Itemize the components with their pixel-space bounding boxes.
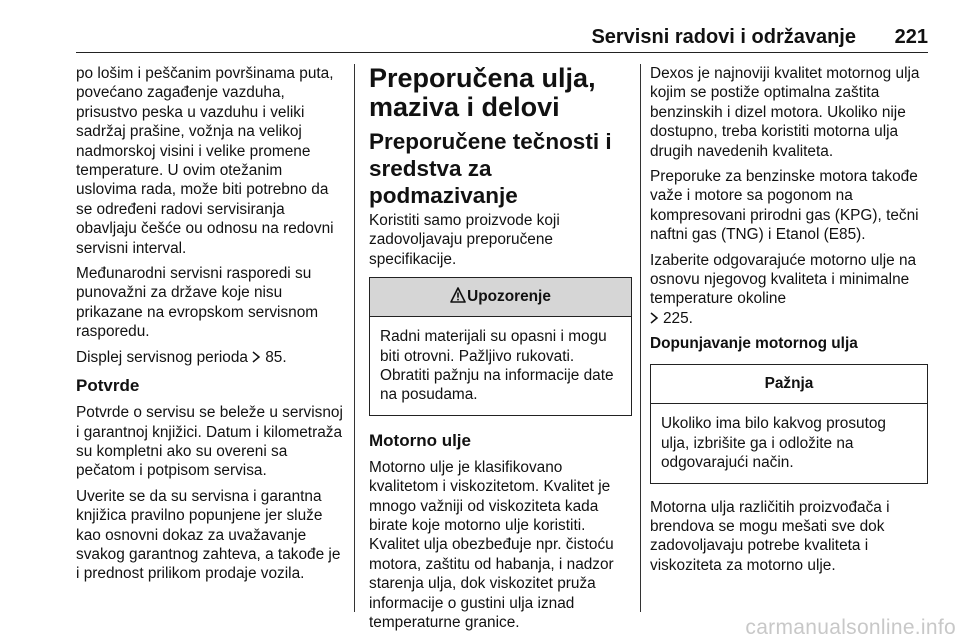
section-title: Servisni radovi i održavanje (591, 26, 856, 48)
warning-header (370, 278, 631, 317)
column-3 (650, 64, 928, 581)
notice-header: Pažnja (651, 365, 927, 404)
warning-triangle-icon (450, 287, 466, 303)
select-oil-text: Izaberite odgovarajuće motorno ulje na osnovu njegovog kvaliteta i minimalne temperature okoline (650, 251, 917, 308)
warning-title: Upozorenje (467, 288, 551, 306)
page-ref-arrow-icon (252, 351, 261, 363)
page-header (0, 26, 928, 50)
watermark: carmanualsonline.info (745, 616, 956, 639)
select-oil-page-ref[interactable]: 225. (663, 309, 693, 327)
paragraph-gas-engines: Preporuke za benzinske motora takođe važe i motore sa pogonom na kompresovani prirodni gas (KPG), tečni naftni gas (TNG) i Etanol (E85). (650, 168, 919, 244)
paragraph-mixing: Motorna ulja različitih proizvođača i brendova se mogu mešati sve dok zadovoljavaju potrebe kvaliteta i viskoziteta za motorno ulje. (650, 498, 890, 574)
header-rule (76, 52, 928, 53)
column-1 (76, 64, 346, 590)
column-divider-2 (640, 64, 641, 612)
notice-box (650, 364, 928, 483)
heading-refill: Dopunjavanje motornog ulja (650, 335, 858, 353)
page-ref-arrow-icon (650, 312, 659, 324)
paragraph-confirmations: Potvrde o servisu se beleže u servisnoj i garantnoj knjižici. Datum i kilometraža su kompletni ako su overeni sa pečatom i potpisom servisa. (76, 404, 343, 480)
warning-body: Radni materijali su opasni i mogu biti otrovni. Pažljivo rukovati. Obratiti pažnju na informacije date na posudama. (380, 328, 614, 404)
paragraph-conditions: po lošim i peščanim površinama puta, povećano zagađenje vazduha, prisustvo peska u vazduhu i veliki sadržaj prašine, vožnja na velikoj nadmorskoj visini i velike promene temperature. U ovim otežanim uslovima rada, može biti potrebno da se određeni radovi servisiranja obavljaju češće ou odnosu na redovni servisni interval. (76, 65, 334, 257)
page-number: 221 (894, 26, 928, 48)
heading-potvrde: Potvrde (76, 376, 140, 396)
paragraph-engine-oil: Motorno ulje je klasifikovano kvalitetom i viskozitetom. Kvalitet je mnogo važniji od viskoziteta kada birate koje motorno ulje koristiti. Kvalitet ulja obezbeđuje npr. čistoću motora, zaštitu od habanja, i nadzor starenja ulja, dok viskozitet pruža informacije o gustini ulja iznad temperaturne granice. (369, 458, 614, 632)
paragraph-international: Međunarodni servisni rasporedi su punovažni za države koje nisu prikazane na evropskom servisnom rasporedu. (76, 265, 319, 341)
heading-fluids: Preporučene tečnosti i sredstva za podmazivanje (369, 129, 612, 208)
heading-oils: Preporučena ulja, maziva i delovi (369, 63, 596, 122)
warning-box (369, 277, 632, 416)
column-divider-1 (354, 64, 355, 612)
paragraph-specs: Koristiti samo proizvode koji zadovoljavaju preporučene specifikacije. (369, 212, 560, 268)
paragraph-dexos: Dexos je najnoviji kvalitet motornog ulja kojim se postiže optimalna zaštita benzinskih i dizel motora. Ukoliko nije dostupno, treba koristiti motorna ulja drugih navedenih kvaliteta. (650, 65, 920, 160)
heading-engine-oil: Motorno ulje (369, 430, 471, 450)
paragraph-select-oil (650, 251, 928, 329)
display-text: Displej servisnog perioda (76, 348, 248, 366)
display-page-ref[interactable]: 85. (265, 348, 287, 366)
notice-body: Ukoliko ima bilo kakvog prosutog ulja, izbrišite ga i odložite na odgovarajući način. (661, 415, 886, 472)
paragraph-warranty: Uverite se da su servisna i garantna knjižica pravilno popunjene jer služe kao osnovni dokaz za uvažavanje svakog garantnog zahteva, a takođe je i prednost prilikom prodaje vozila. (76, 487, 341, 583)
paragraph-display (76, 348, 346, 367)
column-2 (369, 64, 632, 639)
